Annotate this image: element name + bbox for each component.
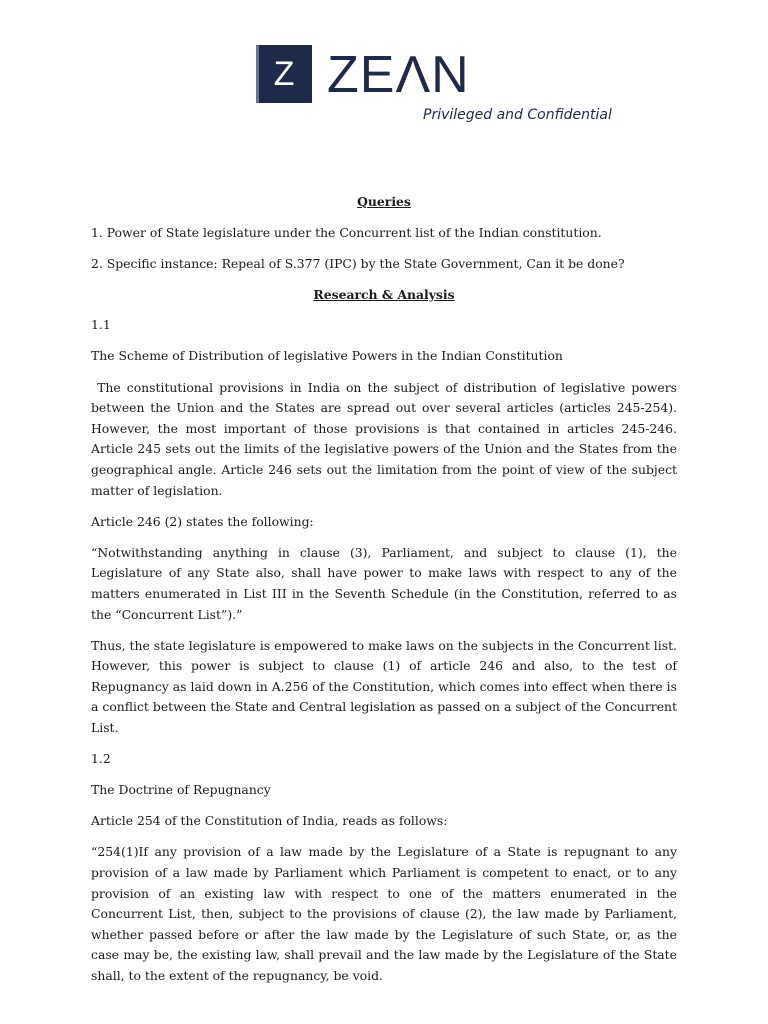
queries-heading: Queries [357,194,411,209]
logo-accent-bar [256,45,259,103]
quote-article-254: “254(1)If any provision of a law made by the Legislature of a State is repugnant to any provision of a law made by Parliament which Parliament is competent to enact, or to any provision of an existing law with respect to one of the matters enumerated in the Concurrent List, then, subject to the provisions of clause (2), the law made by Parliament, whether passed before or after the law made by the Legislature of such State, or, as the case may be, the existing law, shall prevail and the law made by the Legislature of the State shall, to the extent of the repugnancy, be void. [91,844,677,983]
paragraph-article-246: Article 246 (2) states the following: [91,513,314,529]
logo-wordmark: ZEΛN [327,46,470,104]
logo-box [256,45,312,103]
logo-letter: Z [273,54,295,93]
section-title-repugnancy: The Doctrine of Repugnancy [91,782,271,798]
confidentiality-tagline: Privileged and Confidential [423,107,612,123]
paragraph-constitutional-provisions: The constitutional provisions in India on the subject of distribution of legislative powers between the Union and the States are spread out over several articles (articles 245-254). However, the most important of those provisions is that contained in articles 245-246. Article 245 sets out the limits of the legislative powers of the Union and the States from the geographical angle. Article 246 sets out the limitation from the point of view of the subject matter of legislation. [91,379,681,498]
section-number-1-2: 1.2 [91,751,111,767]
document-body [91,192,681,997]
query-item-2: 2. Specific instance: Repeal of S.377 (IPC) by the State Government, Can it be done? [91,255,625,271]
query-item-1: 1. Power of State legislature under the Concurrent list of the Indian constitution. [91,224,602,240]
paragraph-state-legislature: Thus, the state legislature is empowered to make laws on the subjects in the Concurrent list. However, this power is subject to clause (1) of article 246 and also, to the test of Repugnancy as laid down in A.256 of the Constitution, which comes into effect when there is a conflict between the State and Central legislation as passed on a subject of the Concurrent List. [91,637,677,735]
paragraph-article-254: Article 254 of the Constitution of India, reads as follows: [91,813,448,829]
research-heading: Research & Analysis [313,286,455,302]
section-number-1-1: 1.1 [91,317,111,333]
quote-article-246: “Notwithstanding anything in clause (3), Parliament, and subject to clause (1), the Legislature of any State also, shall have power to make laws with respect to any of the matters enumerated in List III in the Seventh Schedule (in the Constitution, referred to as the “Concurrent List”).” [91,544,677,622]
section-title-distribution: The Scheme of Distribution of legislative Powers in the Indian Constitution [91,348,563,364]
